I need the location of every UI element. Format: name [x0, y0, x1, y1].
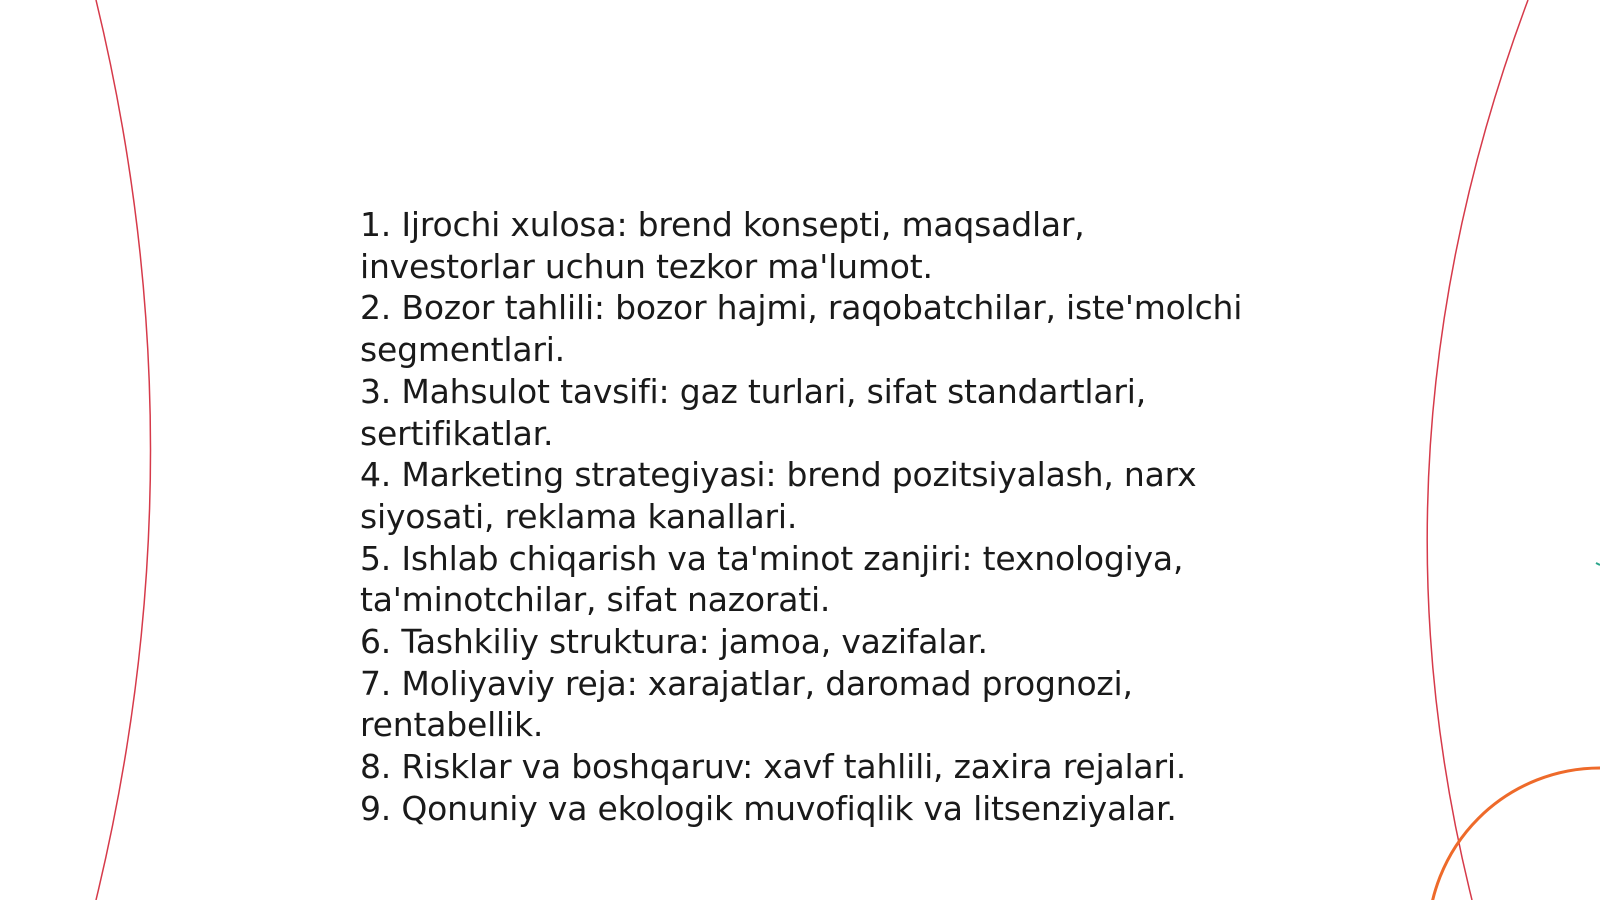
agenda-list — [360, 204, 1260, 830]
left-arc — [96, 0, 151, 900]
list-item: 8. Risklar va boshqaruv: xavf tahlili, zaxira rejalari. — [360, 747, 1187, 787]
corner-arc — [1428, 768, 1600, 900]
right-arc — [1427, 0, 1528, 900]
list-item: 9. Qonuniy va ekologik muvofiqlik va litsenziyalar. — [360, 788, 1177, 828]
list-item: 3. Mahsulot tavsifi: gaz turlari, sifat standartlari, sertifikatlar. — [360, 371, 1147, 453]
list-item: 4. Marketing strategiyasi: brend pozitsiyalash, narx siyosati, reklama kanallari. — [360, 455, 1197, 536]
list-item: 7. Moliyaviy reja: xarajatlar, daromad prognozi, rentabellik. — [360, 663, 1133, 745]
edge-mark — [1596, 563, 1600, 565]
list-item: 2. Bozor tahlili: bozor hajmi, raqobatchilar, iste'molchi segmentlari. — [360, 288, 1243, 370]
list-item: 5. Ishlab chiqarish va ta'minot zanjiri: texnologiya, ta'minotchilar, sifat nazorati. — [360, 538, 1184, 620]
list-item: 6. Tashkiliy struktura: jamoa, vazifalar. — [360, 622, 988, 662]
list-item: 1. Ijrochi xulosa: brend konsepti, maqsadlar, investorlar uchun tezkor ma'lumot. — [360, 205, 1085, 286]
